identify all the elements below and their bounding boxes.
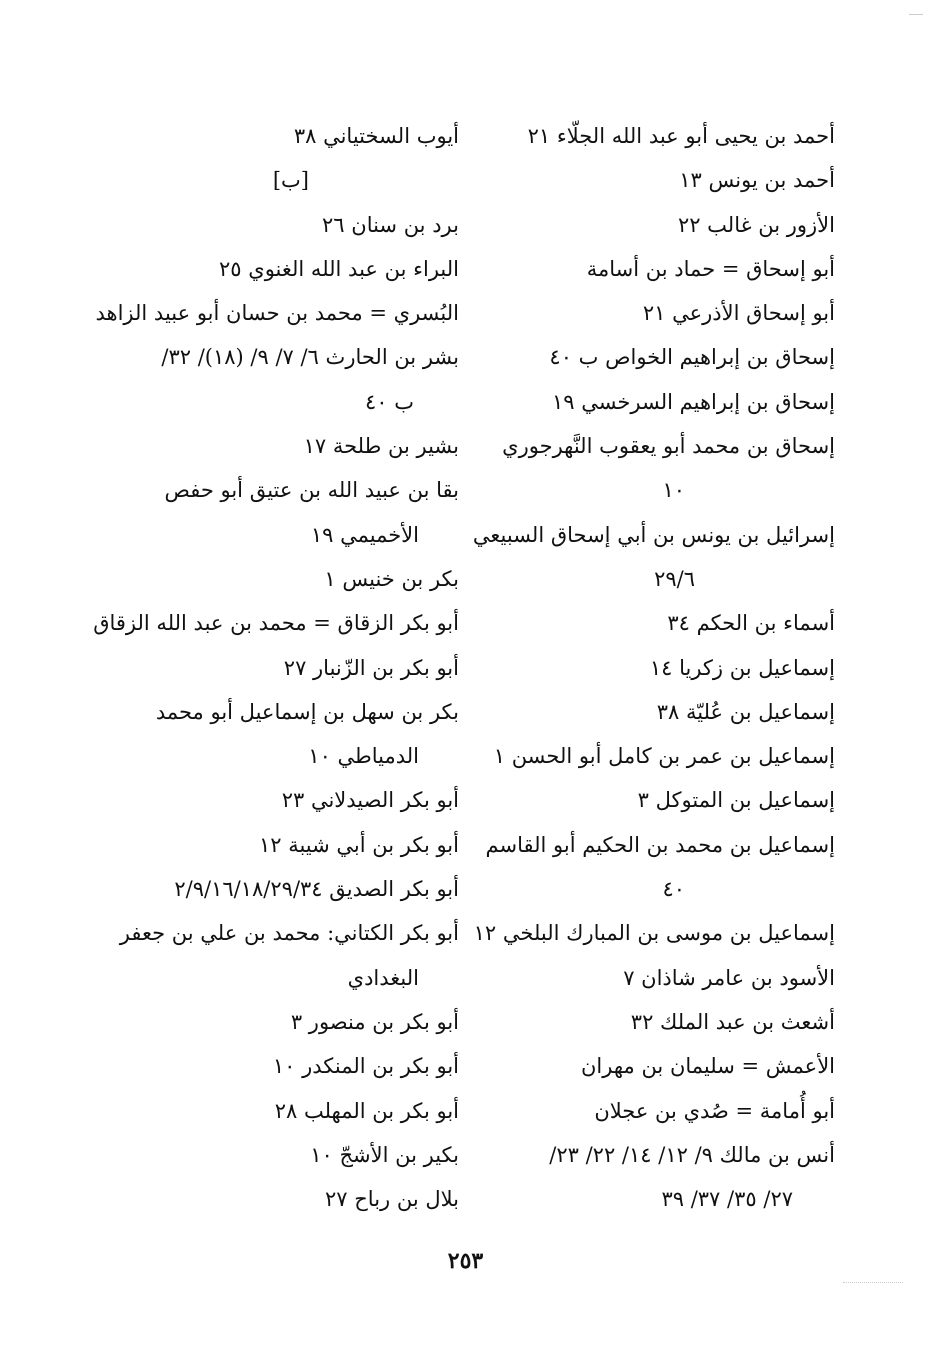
index-entry: إسماعيل بن المتوكل ٣ xyxy=(637,788,835,813)
index-entry: الأسود بن عامر شاذان ٧ xyxy=(623,965,835,990)
index-entry: برد بن سنان ٢٦ xyxy=(322,212,459,237)
page-number: ٢٥٣ xyxy=(447,1248,484,1274)
index-entry: أبو بكر الكتاني: محمد بن علي بن جعفر xyxy=(119,921,459,946)
index-entry: بشر بن الحارث ٦/ ٧/ ٩/ (١٨)/ ٣٢/ xyxy=(161,345,459,370)
section-letter-heading: [ب] xyxy=(272,168,309,193)
index-entry: أبو بكر بن أبي شيبة ١٢ xyxy=(258,832,459,857)
index-entry: أشعث بن عبد الملك ٣٢ xyxy=(630,1009,835,1034)
index-entry: أسماء بن الحكم ٣٤ xyxy=(667,611,835,636)
index-entry: بكر بن خنيس ١ xyxy=(324,566,459,591)
right-column xyxy=(472,114,835,1221)
index-entry: إسرائيل بن يونس بن أبي إسحاق السبيعي xyxy=(472,522,835,547)
index-entry: الأعمش = سليمان بن مهران xyxy=(581,1054,835,1079)
index-entry: أبو إسحاق الأذرعي ٢١ xyxy=(642,301,835,326)
index-entry-continuation: ١٠ xyxy=(662,478,685,503)
scan-mark xyxy=(843,1282,903,1284)
index-entry: إسماعيل بن عمر بن كامل أبو الحسن ١ xyxy=(493,744,835,769)
index-entry: أبو بكر بن منصور ٣ xyxy=(290,1009,459,1034)
index-entry-continuation: ٤٠ xyxy=(662,877,685,902)
index-entry: أبو بكر بن الزّنبار ٢٧ xyxy=(283,655,459,680)
index-entry: أبو بكر بن المهلب ٢٨ xyxy=(274,1098,459,1123)
index-entry: أبو أُمامة = صُدي بن عجلان xyxy=(594,1098,835,1123)
index-entry-continuation: ٢٩/٦ xyxy=(654,566,695,591)
index-entry: بقا بن عبيد الله بن عتيق أبو حفص xyxy=(164,478,459,503)
index-entry: أبو بكر بن المنكدر ١٠ xyxy=(272,1054,459,1079)
index-entry: إسماعيل بن زكريا ١٤ xyxy=(649,655,835,680)
index-entry: إسحاق بن إبراهيم الخواص ب ٤٠ xyxy=(549,345,835,370)
index-entry: أبو بكر الزقاق = محمد بن عبد الله الزقاق xyxy=(93,611,459,636)
index-entry: بلال بن رباح ٢٧ xyxy=(325,1187,459,1212)
left-column xyxy=(94,114,459,1221)
index-entry-continuation: البغدادي xyxy=(347,965,419,990)
index-entry: أحمد بن يونس ١٣ xyxy=(679,168,835,193)
index-entry: البراء بن عبد الله الغنوي ٢٥ xyxy=(219,256,459,281)
index-entry: بكير بن الأشجّ ١٠ xyxy=(310,1142,459,1167)
index-entry: أيوب السختياني ٣٨ xyxy=(293,124,459,148)
index-entry: بشير بن طلحة ١٧ xyxy=(303,434,459,459)
index-entry: إسماعيل بن عُليّة ٣٨ xyxy=(656,699,835,724)
index-entry: أنس بن مالك ٩/ ١٢/ ١٤/ ٢٢/ ٢٣/ xyxy=(549,1142,835,1167)
index-entry: البُسري = محمد بن حسان أبو عبيد الزاهد xyxy=(95,301,459,326)
index-entry: أحمد بن يحيى أبو عبد الله الجلّاء ٢١ xyxy=(527,124,835,148)
index-entry: أبو بكر الصيدلاني ٢٣ xyxy=(281,788,459,813)
index-entry: إسماعيل بن موسى بن المبارك البلخي ١٢ xyxy=(473,921,835,946)
index-entry-continuation: الدمياطي ١٠ xyxy=(308,744,419,769)
index-entry-continuation: ٢٧/ ٣٥/ ٣٧/ ٣٩ xyxy=(661,1187,793,1212)
index-entry: إسحاق بن محمد أبو يعقوب النَّهرجوري xyxy=(502,434,835,459)
index-entry: بكر بن سهل بن إسماعيل أبو محمد xyxy=(155,699,459,724)
index-entry: الأزور بن غالب ٢٢ xyxy=(677,212,835,237)
index-entry: إسماعيل بن محمد بن الحكيم أبو القاسم xyxy=(485,832,835,857)
index-entry: أبو إسحاق = حماد بن أسامة xyxy=(586,256,835,281)
index-entry-continuation: الأخميمي ١٩ xyxy=(310,522,419,547)
index-entry: إسحاق بن إبراهيم السرخسي ١٩ xyxy=(551,389,835,414)
index-entry: أبو بكر الصديق ٢/٩/١٦/١٨/٢٩/٣٤ xyxy=(174,877,459,902)
scan-mark xyxy=(909,14,923,15)
index-entry-continuation: ب ٤٠ xyxy=(364,389,414,414)
